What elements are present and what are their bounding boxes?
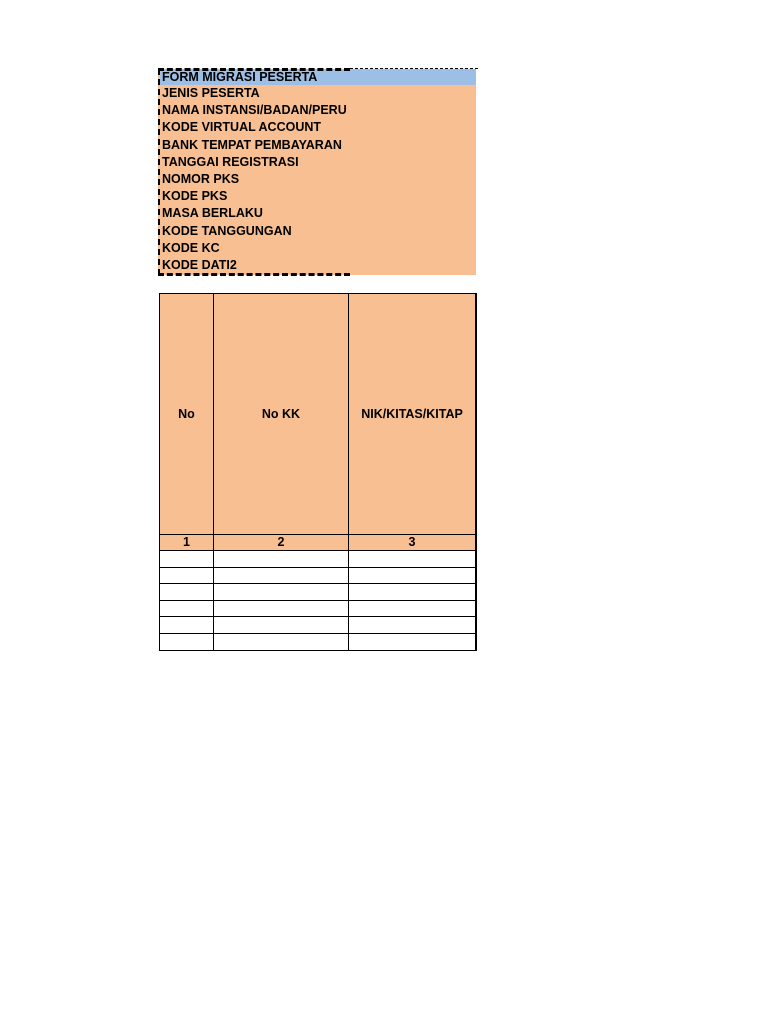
table-row [160, 600, 477, 617]
form-field-list [158, 69, 476, 275]
selection-border-bottom [158, 273, 350, 276]
field-tanggal-registrasi: TANGGAI REGISTRASI [162, 154, 299, 169]
table-cell[interactable] [160, 567, 214, 584]
header-nik: NIK/KITAS/KITAP [349, 294, 477, 535]
table-cell[interactable] [214, 584, 349, 601]
field-nomor-pks: NOMOR PKS [162, 171, 240, 186]
table-cell[interactable] [214, 551, 349, 568]
table-row [160, 567, 477, 584]
table-header-row [160, 294, 477, 535]
column-number: 3 [349, 535, 477, 551]
table-cell[interactable] [160, 617, 214, 634]
field-kode-tanggungan: KODE TANGGUNGAN [162, 223, 292, 238]
table-row [160, 551, 477, 568]
field-bank-tempat-pembayaran: BANK TEMPAT PEMBAYARAN [162, 137, 342, 152]
table-cell[interactable] [214, 600, 349, 617]
selection-border-top-right [350, 68, 478, 69]
table-row [160, 617, 477, 634]
table-cell[interactable] [214, 633, 349, 650]
table-cell[interactable] [349, 584, 477, 601]
table-cell[interactable] [214, 617, 349, 634]
header-no: No [160, 294, 214, 535]
table-cell[interactable] [214, 567, 349, 584]
table-cell[interactable] [349, 633, 477, 650]
table-cell[interactable] [349, 567, 477, 584]
table-row [160, 633, 477, 650]
selection-border-top [158, 68, 350, 71]
table-cell[interactable] [349, 617, 477, 634]
field-kode-virtual-account: KODE VIRTUAL ACCOUNT [162, 120, 322, 135]
field-nama-instansi: NAMA INSTANSI/BADAN/PERU [162, 103, 347, 118]
column-number: 2 [214, 535, 349, 551]
table-cell[interactable] [160, 633, 214, 650]
table-cell[interactable] [349, 600, 477, 617]
table-row [160, 584, 477, 601]
field-kode-dati2: KODE DATI2 [162, 257, 237, 272]
field-kode-pks: KODE PKS [162, 189, 228, 204]
table-cell[interactable] [160, 551, 214, 568]
column-number-row [160, 535, 477, 551]
header-no-kk: No KK [214, 294, 349, 535]
participant-table [159, 293, 477, 651]
field-kode-kc: KODE KC [162, 240, 220, 255]
table-cell[interactable] [160, 600, 214, 617]
column-number: 1 [160, 535, 214, 551]
table-cell[interactable] [160, 584, 214, 601]
table-cell[interactable] [349, 551, 477, 568]
field-jenis-peserta: JENIS PESERTA [162, 86, 260, 100]
form-title: FORM MIGRASI PESERTA [160, 69, 476, 85]
field-masa-berlaku: MASA BERLAKU [162, 206, 263, 221]
